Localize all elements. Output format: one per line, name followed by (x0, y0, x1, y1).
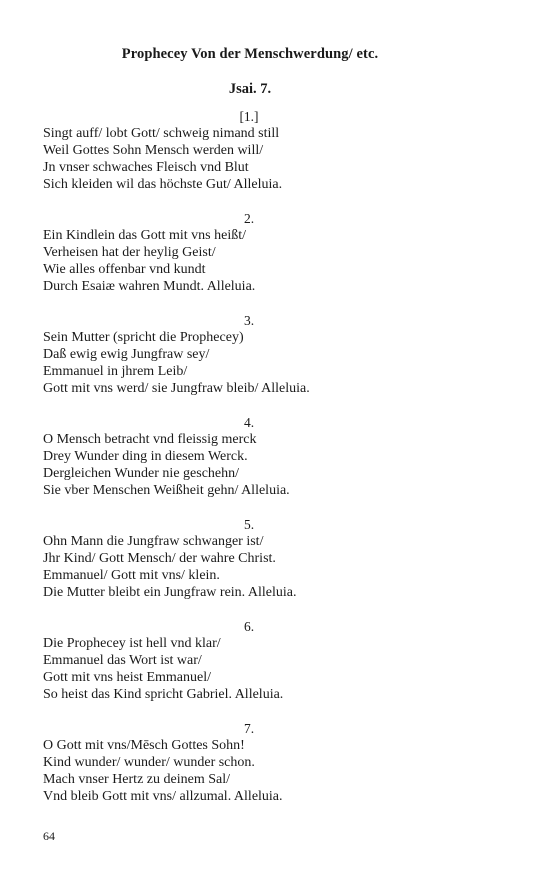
stanza-number: [1.] (239, 109, 259, 124)
verse-line: Emmanuel das Wort ist war/ (43, 653, 202, 668)
verse-line: So heist das Kind spricht Gabriel. Alleluia. (43, 687, 284, 702)
verse-line: Die Mutter bleibt ein Jungfraw rein. Alleluia. (43, 585, 297, 600)
stanza (43, 108, 483, 193)
verse-line: Emmanuel in jhrem Leib/ (43, 364, 188, 379)
verse-line: Daß ewig ewig Jungfraw sey/ (43, 347, 210, 362)
hymn-body (43, 108, 483, 822)
verse-line: O Gott mit vns/Mēsch Gottes Sohn! (43, 738, 245, 753)
verse-line: Gott mit vns werd/ sie Jungfraw bleib/ Alleluia. (43, 381, 310, 396)
verse-line: Ein Kindlein das Gott mit vns heißt/ (43, 228, 246, 243)
verse-line: O Mensch betracht vnd fleissig merck (43, 432, 257, 447)
stanza-number: 2. (243, 211, 255, 226)
stanza (43, 618, 483, 703)
stanza (43, 210, 483, 295)
stanza-number: 7. (243, 721, 255, 736)
stanza-number: 4. (243, 415, 255, 430)
verse-line: Sein Mutter (spricht die Prophecey) (43, 330, 244, 345)
verse-line: Gott mit vns heist Emmanuel/ (43, 670, 211, 685)
scripture-reference: Jsai. 7. (228, 81, 272, 97)
verse-line: Mach vnser Hertz zu deinem Sal/ (43, 772, 230, 787)
verse-line: Durch Esaiæ wahren Mundt. Alleluia. (43, 279, 256, 294)
stanza (43, 414, 483, 499)
verse-line: Jn vnser schwaches Fleisch vnd Blut (43, 160, 249, 175)
verse-line: Weil Gottes Sohn Mensch werden will/ (43, 143, 264, 158)
verse-line: Vnd bleib Gott mit vns/ allzumal. Alleluia. (43, 789, 283, 804)
stanza-number: 5. (243, 517, 255, 532)
stanza-number: 3. (243, 313, 255, 328)
stanza (43, 312, 483, 397)
verse-line: Sich kleiden wil das höchste Gut/ Alleluia. (43, 177, 283, 192)
verse-line: Wie alles offenbar vnd kundt (43, 262, 206, 277)
verse-line: Dergleichen Wunder nie geschehn/ (43, 466, 240, 481)
page-title: Prophecey Von der Menschwerdung/ etc. (121, 46, 379, 62)
verse-line: Emmanuel/ Gott mit vns/ klein. (43, 568, 220, 583)
stanza-number: 6. (243, 619, 255, 634)
verse-line: Verheisen hat der heylig Geist/ (43, 245, 216, 260)
verse-line: Die Prophecey ist hell vnd klar/ (43, 636, 221, 651)
verse-line: Sie vber Menschen Weißheit gehn/ Alleluia. (43, 483, 290, 498)
stanza (43, 516, 483, 601)
page-number: 64 (43, 829, 55, 843)
verse-line: Drey Wunder ding in diesem Werck. (43, 449, 248, 464)
verse-line: Ohn Mann die Jungfraw schwanger ist/ (43, 534, 264, 549)
verse-line: Jhr Kind/ Gott Mensch/ der wahre Christ. (43, 551, 276, 566)
verse-line: Singt auff/ lobt Gott/ schweig nimand still (43, 126, 280, 141)
verse-line: Kind wunder/ wunder/ wunder schon. (43, 755, 255, 770)
stanza (43, 720, 483, 805)
